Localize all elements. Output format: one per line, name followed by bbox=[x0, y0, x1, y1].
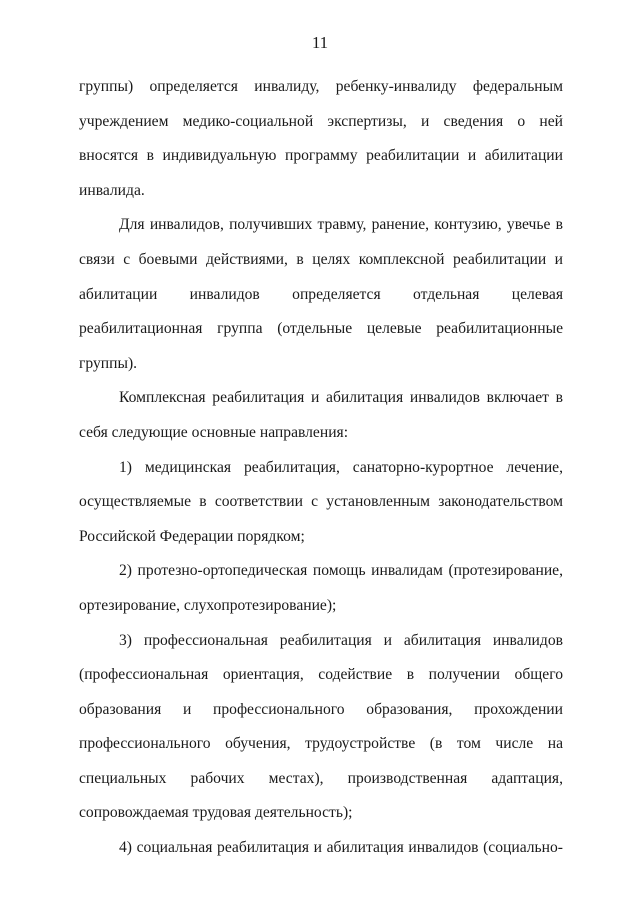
list-item-3: 3) профессиональная реабилитация и абилитация инвалидов (профессиональная ориентация, содействие в получении общего образования и профессионального образования, прохождении профессионального обучения, трудоустройстве (в том числе на специальных рабочих местах), производственная адаптация, сопровождаемая трудовая деятельность); bbox=[79, 631, 563, 822]
body-text bbox=[79, 70, 563, 866]
paragraph-injured-disabled: Для инвалидов, получивших травму, ранение, контузию, увечье в связи с боевыми действиями, в целях комплексной реабилитации и абилитации инвалидов определяется отдельная целевая реабилитационная группа (отдельные целевые реабилитационные группы). bbox=[79, 216, 563, 372]
page-number: 11 bbox=[311, 33, 329, 52]
list-item-2: 2) протезно-ортопедическая помощь инвалидам (протезирование, ортезирование, слухопротезирование); bbox=[79, 562, 563, 614]
paragraph-main-directions: Комплексная реабилитация и абилитация инвалидов включает в себя следующие основные направления: bbox=[79, 389, 563, 441]
list-item-1: 1) медицинская реабилитация, санаторно-курортное лечение, осуществляемые в соответствии с установленным законодательством Российской Федерации порядком; bbox=[79, 458, 563, 545]
paragraph-continuation: группы) определяется инвалиду, ребенку-инвалиду федеральным учреждением медико-социальной экспертизы, и сведения о ней вносятся в индивидуальную программу реабилитации и абилитации инвалида. bbox=[79, 78, 563, 199]
list-item-4: 4) социальная реабилитация и абилитация инвалидов (социально- bbox=[119, 839, 563, 857]
